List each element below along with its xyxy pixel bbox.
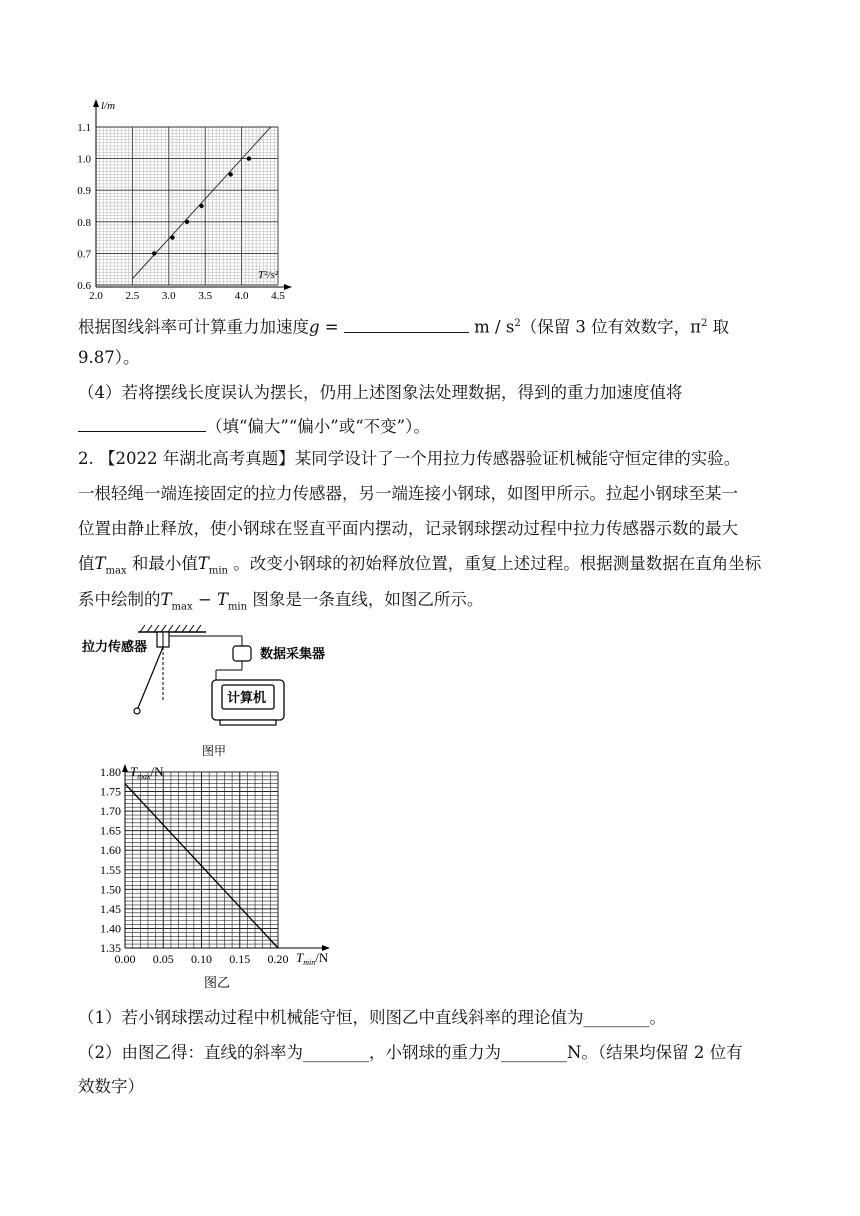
x-tick-label: 3.0 <box>161 290 176 302</box>
y-tick-label: 1.0 <box>77 153 91 166</box>
unit: m / s <box>474 317 515 337</box>
y-axis-label: $T_{max}/N$ <box>130 764 164 781</box>
x-axis-label: T²/s² <box>258 269 279 281</box>
x-tick-label: 2.5 <box>125 290 140 302</box>
y-tick-label: 0.8 <box>77 216 91 229</box>
q4-line-1: （4）若将摆线长度误认为摆长，仍用上述图象法处理数据，得到的重力加速度值将 <box>78 383 683 402</box>
pendulum-string <box>138 647 163 708</box>
y-axis-label: l/m <box>101 100 116 112</box>
answer-blank-q4[interactable] <box>78 413 206 432</box>
steel-ball <box>134 708 140 714</box>
y-axis-arrow <box>122 764 128 772</box>
y-tick-label: 1.50 <box>100 882 121 897</box>
x-tick-labels <box>115 952 289 966</box>
q3-line-2: 9.87）。 <box>78 348 140 367</box>
y-tick-label: 1.65 <box>100 823 121 838</box>
y-tick-label: 1.40 <box>100 921 121 936</box>
p2-line-2: 一根轻绳一端连接固定的拉力传感器，另一端连接小钢球，如图甲所示。拉起小钢球至某一 <box>78 484 738 503</box>
x-tick-label: 4.5 <box>271 290 285 302</box>
y-tick-label: 1.1 <box>77 122 91 134</box>
x-axis-label: $T_{min}/N$ <box>296 950 329 967</box>
p2-line-5: 系中绘制的$T_{max} - T_{min}$ 图象是一条直线，如图乙所示。 <box>78 590 484 613</box>
y-tick-label: 1.60 <box>100 843 121 858</box>
x-tick-label: 0.10 <box>191 952 212 966</box>
y-tick-labels <box>100 765 121 955</box>
p2-line-3: 位置由静止释放，使小钢球在竖直平面内摆动，记录钢球摆动过程中拉力传感器示数的最大 <box>78 519 738 538</box>
x-tick-label: 3.5 <box>198 290 213 302</box>
x-tick-label: 0.05 <box>152 952 174 966</box>
sensor-label: 拉力传感器 <box>82 640 148 655</box>
x-tick-label: 4.0 <box>234 290 249 302</box>
y-tick-label: 1.45 <box>100 901 121 916</box>
y-axis-arrow <box>93 99 99 107</box>
data-point <box>185 220 189 224</box>
data-point <box>228 172 232 176</box>
computer-label: 计算机 <box>227 691 267 706</box>
q3-text: 根据图线斜率可计算重力加速度 <box>78 317 309 337</box>
y-tick-label: 1.75 <box>100 784 121 799</box>
q2-line-2: 效数字） <box>78 1077 144 1096</box>
var-g: g <box>309 317 320 337</box>
y-tick-label: 0.7 <box>77 248 91 261</box>
p2-line-4: 值$T_{max}$ 和最小值$T_{min}$ 。改变小钢球的初始释放位置，重复上述过程。根据测量数据在直角坐标 <box>78 554 762 577</box>
data-point <box>247 156 251 160</box>
fig-yi-caption: 图乙 <box>204 976 231 991</box>
x-axis-arrow <box>284 284 292 290</box>
apparatus-figure <box>70 622 370 762</box>
data-point <box>199 204 203 208</box>
collector-label: 数据采集器 <box>260 647 326 662</box>
data-collector <box>233 646 251 661</box>
y-tick-labels <box>77 122 91 292</box>
computer-base <box>220 720 276 725</box>
y-tick-label: 1.55 <box>100 862 121 877</box>
x-tick-label: 0.00 <box>114 952 136 966</box>
x-tick-label: 0.20 <box>267 952 289 966</box>
x-tick-labels <box>89 290 285 302</box>
p2-line-1: 2. 【2022 年湖北高考真题】某同学设计了一个用拉力传感器验证机械能守恒定律的实验。 <box>78 449 741 468</box>
y-tick-label: 1.35 <box>100 941 121 955</box>
x-tick-label: 2.0 <box>89 290 103 302</box>
data-point <box>152 251 156 255</box>
pendulum-graph <box>68 95 298 305</box>
tmax-tmin-grid <box>125 772 278 948</box>
answer-blank-g[interactable] <box>344 314 469 333</box>
x-tick-label: 0.15 <box>229 952 251 966</box>
q3-line-1: 根据图线斜率可计算重力加速度$g = m / s^2$（保留 3 位有效数字，$\pi^2$ 取 <box>78 312 729 340</box>
q1-line: （1）若小钢球摆动过程中机械能守恒，则图乙中直线斜率的理论值为________。 <box>78 1008 666 1027</box>
y-tick-label: 1.80 <box>100 765 121 779</box>
y-tick-label: 1.70 <box>100 804 121 819</box>
y-tick-label: 0.6 <box>77 280 91 292</box>
pendulum-graph-grid <box>96 127 278 285</box>
fig-jia-caption: 图甲 <box>202 744 227 758</box>
y-tick-label: 0.9 <box>77 185 91 198</box>
q4-line-2: （填“偏大”“偏小”或“不变”）。 <box>78 413 430 439</box>
tmax-tmin-graph <box>88 762 348 992</box>
ceiling-hatch <box>140 625 201 632</box>
data-point <box>170 235 174 239</box>
q2-line-1: （2）由图乙得：直线的斜率为________，小钢球的重力为________N。（结果均保留 2 位有 <box>78 1043 743 1062</box>
